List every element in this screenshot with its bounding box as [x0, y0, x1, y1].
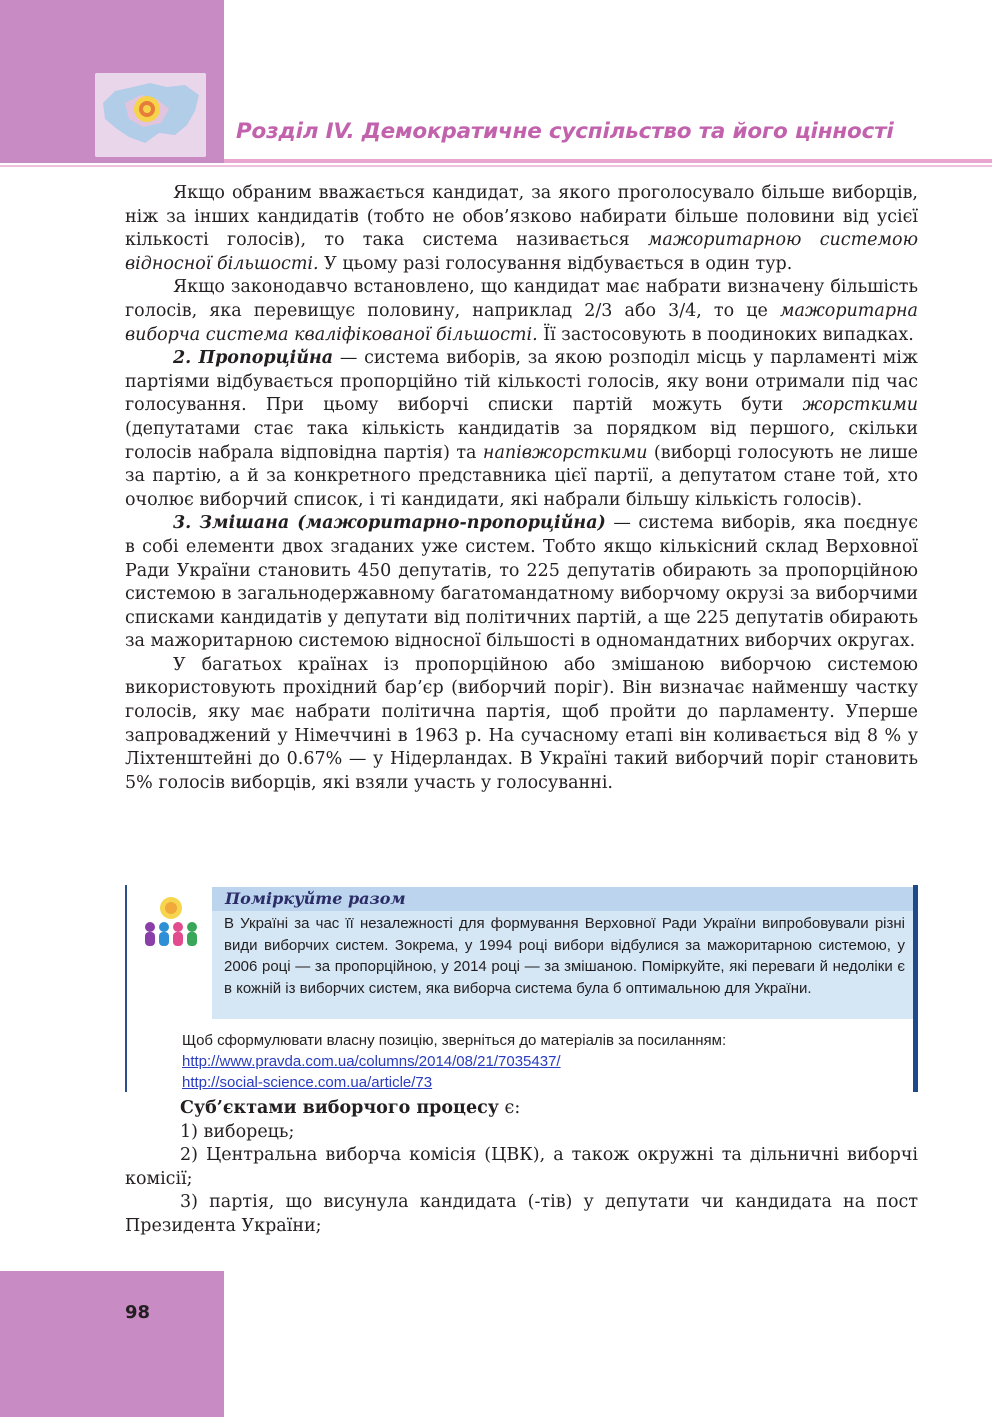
box-title: Поміркуйте разом: [212, 887, 915, 911]
chapter-title: Розділ IV. Демократичне суспільство та його цінності: [236, 119, 894, 144]
main-text-block: [125, 182, 918, 795]
box-body-text: В Україні за час її незалежності для формування Верховної Ради України випробовували різні види виборчих систем. Зокрема, у 1994 році вибори відбулися за мажоритарною системою, у 2006 році — за пропорційною, у 2014 році — за змішаною. Поміркуйте, які переваги й недоліки є в кожній із виборчих систем, яка виборча система була б оптимальною для України.: [212, 911, 915, 1019]
header-rule: [224, 159, 992, 163]
subjects-list: [125, 1097, 918, 1239]
paragraph-relative-majority: Якщо обраним вважається кандидат, за якого проголосувало більше виборців, ніж за інших кандидатів (тобто не обов’язково набирати більше половини від усієї кількості голосів), то така система називається мажоритарною системою відносної більшості. У цьому разі голосування відбувається в один тур.: [125, 183, 918, 274]
list-lead: Суб’єктами виборчого процесу є:: [180, 1098, 521, 1118]
term-mixed: 3. Змішана (мажоритарно-пропорційна): [173, 513, 606, 534]
people-group-icon: [140, 893, 202, 955]
list-item: 2) Центральна виборча комісія (ЦВК), а також окружні та дільничні виборчі комісії;: [125, 1145, 918, 1189]
links-intro: Щоб сформулювати власну позицію, зверніться до матеріалів за посиланням:: [182, 1032, 727, 1049]
discussion-box: [125, 885, 920, 1092]
link-pravda[interactable]: http://www.pravda.com.ua/columns/2014/08/21/7035437/: [182, 1053, 561, 1070]
page-number: 98: [125, 1302, 151, 1323]
box-links: [182, 1030, 902, 1093]
list-item: 1) виборець;: [180, 1121, 295, 1142]
header-rule-thin: [0, 165, 992, 167]
list-item: 3) партія, що висунула кандидата (-тів) у депутати чи кандидата на пост Президента України;: [125, 1192, 918, 1236]
term-proportional: 2. Пропорційна: [173, 348, 334, 369]
link-social-science[interactable]: http://social-science.com.ua/article/73: [182, 1074, 433, 1091]
paragraph-threshold: У багатьох країнах із пропорційною або змішаною виборчою системою використовують прохідний бар’єр (виборчий поріг). Він визначає найменшу частку голосів, яку має набрати політична партія, щоб пройти до парламенту. Уперше запроваджений у Німеччині в 1963 р. На сучасному етапі він коливається від 8 % у Ліхтенштейні до 0.67% — у Нідерландах. В Україні такий виборчий поріг становить 5% голосів виборців, які взяли участь у голосуванні.: [125, 654, 918, 793]
ukraine-map-logo: [95, 73, 206, 157]
paragraph-proportional: 2. Пропорційна — система виборів, за якою розподіл місць у парламенті між партіями відбувається пропорційно тій кількості голосів, яку вони отримали під час голосування. При цьому виборчі списки партій можуть бути жорсткими (депутатами стає така кількість кандидатів за порядком від першого, скільки голосів набрала відповідна партія) та напівжорсткими (виборці голосують не лише за партію, а й за конкретного представника цієї партії, а депутатом стане той, хто очолює виборчий список, і ті кандидати, які набрали більшу кількість голосів).: [125, 348, 919, 510]
paragraph-mixed: 3. Змішана (мажоритарно-пропорційна) — система виборів, яка поєднує в собі елементи двох згаданих уже систем. Тобто якщо кількісний склад Верховної Ради України становить 450 депутатів, то 225 депутатів обирають за пропорційною системою в загальнодержавному багатомандатному виборчому окрузі за виборчими списками кандидатів у депутати від політичних партій, а ще 225 депутатів обирають за мажоритарною системою відносної більшості в одномандатних виборчих округах.: [125, 513, 918, 652]
box-right-border: [913, 885, 918, 1092]
paragraph-qualified-majority: Якщо законодавчо встановлено, що кандидат має набрати визначену більшість голосів, яка перевищує половину, наприклад 2/3 або 3/4, то це мажоритарна виборча система кваліфікованої більшості. Її застосовують в поодиноких випадках.: [125, 277, 918, 345]
side-panel-bottom: [0, 1271, 224, 1417]
